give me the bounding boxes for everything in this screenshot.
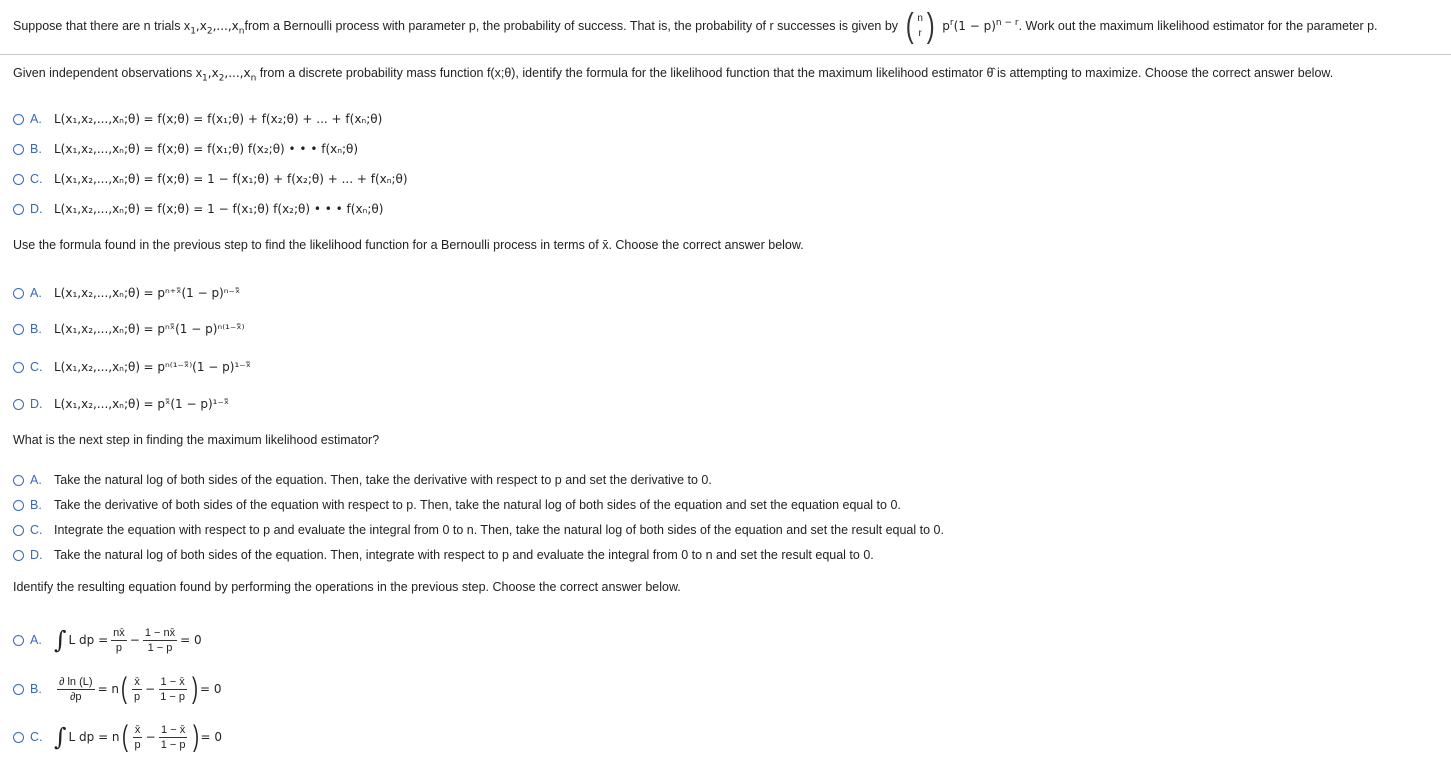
binom-bottom: r	[918, 28, 922, 39]
radio-button[interactable]	[13, 525, 24, 536]
radio-button[interactable]	[13, 475, 24, 486]
likelihood-lhs: L(x₁,x₂,...,xₙ;θ)	[54, 142, 141, 156]
likelihood-lhs: L(x₁,x₂,...,xₙ;θ)	[54, 360, 141, 374]
likelihood-lhs: L(x₁,x₂,...,xₙ;θ)	[54, 202, 141, 216]
radio-button[interactable]	[13, 174, 24, 185]
fraction: $\frac{x̄}{p}$	[134, 675, 141, 703]
option-expression: = f(x;θ) = 1 − f(x₁;θ) + f(x₂;θ) + ... + f(xₙ;θ)	[143, 172, 408, 186]
radio-button[interactable]	[13, 362, 24, 373]
q2-option-b[interactable]: B. L(x₁,x₂,...,xₙ;θ) = pⁿˣ̄(1 − p)ⁿ⁽¹⁻ˣ̄⁾	[13, 318, 245, 340]
q3-option-a[interactable]: A. Take the natural log of both sides of the equation. Then, take the derivative with respect to p and set the derivative to 0.	[13, 469, 712, 491]
option-expression: = f(x;θ) = f(x₁;θ) f(x₂;θ) • • • f(xₙ;θ)	[143, 142, 359, 156]
likelihood-lhs: L(x₁,x₂,...,xₙ;θ)	[54, 322, 141, 336]
statement-formula: $p^r(1 - p)^{n - r}$	[942, 18, 1019, 33]
option-text: Take the natural log of both sides of the equation. Then, take the derivative with respect to p and set the derivative to 0.	[54, 473, 712, 487]
statement-text-1: Suppose that there are n trials x	[13, 19, 191, 33]
fraction: $\frac{1 - x̄}{1 - p}$	[160, 723, 186, 751]
radio-button[interactable]	[13, 635, 24, 646]
radio-button[interactable]	[13, 288, 24, 299]
radio-button[interactable]	[13, 550, 24, 561]
problem-statement	[13, 7, 1378, 45]
q4-option-b[interactable]: B. $\frac{\partial \ln (L)}{\partial p}$ = n ( $\frac{x̄}{p}$ − $\frac{1 - x̄}{1 - p}$ ) = 0	[13, 674, 222, 704]
question-2-prompt: Use the formula found in the previous step to find the likelihood function for a Bernoulli process in terms of x̄. Choose the correct answer below.	[13, 238, 804, 252]
option-expression: = pⁿ⁽¹⁻ˣ̄⁾(1 − p)¹⁻ˣ̄	[143, 360, 251, 374]
radio-button[interactable]	[13, 114, 24, 125]
q1-option-d[interactable]: D. L(x₁,x₂,...,xₙ;θ) = f(x;θ) = 1 − f(x₁;θ) f(x₂;θ) • • • f(xₙ;θ)	[13, 198, 383, 220]
option-text: Take the derivative of both sides of the equation with respect to p. Then, take the natural log of both sides of the equation and set the equation equal to 0.	[54, 498, 901, 512]
integral-sign: ∫	[54, 626, 67, 654]
q2-option-c[interactable]: C. L(x₁,x₂,...,xₙ;θ) = pⁿ⁽¹⁻ˣ̄⁾(1 − p)¹⁻ˣ̄	[13, 356, 251, 378]
q4-option-a[interactable]: A. ∫ L dp = $\frac{nx̄}{p}$ − $\frac{1 - nx̄}{1 - p}$ = 0	[13, 626, 202, 654]
fraction: $\frac{1 - nx̄}{1 - p}$	[144, 626, 176, 654]
radio-button[interactable]	[13, 684, 24, 695]
q2-option-a[interactable]: A. L(x₁,x₂,...,xₙ;θ) = pⁿ⁺ˣ̄(1 − p)ⁿ⁻ˣ̄	[13, 282, 240, 304]
q1-option-b[interactable]: B. L(x₁,x₂,...,xₙ;θ) = f(x;θ) = f(x₁;θ) f(x₂;θ) • • • f(xₙ;θ)	[13, 138, 358, 160]
question-1-prompt: Given independent observations $x_1,x_2,...,x_n$ from a discrete probability mass function f(x;θ), identify the formula for the likelihood function that the maximum likelihood estimator θ̂ is attempting to maximize. Choose the correct answer below.	[13, 66, 1334, 84]
q1-option-a[interactable]: A. L(x₁,x₂,...,xₙ;θ) = f(x;θ) = f(x₁;θ) + f(x₂;θ) + ... + f(xₙ;θ)	[13, 108, 382, 130]
option-expression: = f(x;θ) = f(x₁;θ) + f(x₂;θ) + ... + f(xₙ;θ)	[143, 112, 383, 126]
radio-button[interactable]	[13, 324, 24, 335]
q3-option-c[interactable]: C. Integrate the equation with respect to p and evaluate the integral from 0 to n. Then, take the natural log of both sides of the equation and set the result equal to 0.	[13, 519, 944, 541]
likelihood-lhs: L(x₁,x₂,...,xₙ;θ)	[54, 172, 141, 186]
likelihood-lhs: L(x₁,x₂,...,xₙ;θ)	[54, 397, 141, 411]
fraction: $\frac{1 - x̄}{1 - p}$	[160, 675, 186, 703]
integral-sign: ∫	[54, 723, 67, 751]
fraction: $\frac{x̄}{p}$	[134, 723, 141, 751]
statement-text-2: from a Bernoulli process with parameter p, the probability of success. That is, the probability of r successes is given by	[244, 19, 899, 33]
option-expression: = f(x;θ) = 1 − f(x₁;θ) f(x₂;θ) • • • f(xₙ;θ)	[143, 202, 384, 216]
statement-text-3: . Work out the maximum likelihood estimator for the parameter p.	[1018, 19, 1378, 33]
binomial-coefficient: ( n r )	[905, 7, 935, 45]
option-text: Integrate the equation with respect to p and evaluate the integral from 0 to n. Then, take the natural log of both sides of the equation and set the result equal to 0.	[54, 523, 944, 537]
option-expression: = pⁿ⁺ˣ̄(1 − p)ⁿ⁻ˣ̄	[143, 286, 241, 300]
problem-statement-bar	[0, 0, 1451, 55]
question-3-prompt: What is the next step in finding the maximum likelihood estimator?	[13, 433, 380, 447]
option-expression: = pⁿˣ̄(1 − p)ⁿ⁽¹⁻ˣ̄⁾	[143, 322, 245, 336]
radio-button[interactable]	[13, 144, 24, 155]
likelihood-lhs: L(x₁,x₂,...,xₙ;θ)	[54, 286, 141, 300]
radio-button[interactable]	[13, 732, 24, 743]
q3-option-d[interactable]: D. Take the natural log of both sides of the equation. Then, integrate with respect to p and evaluate the integral from 0 to n and set the result equal to 0.	[13, 544, 874, 566]
derivative-fraction: $\frac{\partial \ln (L)}{\partial p}$	[59, 675, 93, 703]
option-text: Take the natural log of both sides of the equation. Then, integrate with respect to p and evaluate the integral from 0 to n and set the result equal to 0.	[54, 548, 874, 562]
option-expression: = pˣ̄(1 − p)¹⁻ˣ̄	[143, 397, 230, 411]
radio-button[interactable]	[13, 204, 24, 215]
radio-button[interactable]	[13, 500, 24, 511]
binom-top: n	[917, 13, 923, 24]
q1-option-c[interactable]: C. L(x₁,x₂,...,xₙ;θ) = f(x;θ) = 1 − f(x₁;θ) + f(x₂;θ) + ... + f(xₙ;θ)	[13, 168, 408, 190]
fraction: $\frac{nx̄}{p}$	[113, 626, 125, 654]
statement-sequence: $_1,x_2,...,x_n$	[190, 19, 245, 37]
q2-option-d[interactable]: D. L(x₁,x₂,...,xₙ;θ) = pˣ̄(1 − p)¹⁻ˣ̄	[13, 393, 229, 415]
question-4-prompt: Identify the resulting equation found by performing the operations in the previous step. Choose the correct answer below.	[13, 580, 681, 594]
q3-option-b[interactable]: B. Take the derivative of both sides of the equation with respect to p. Then, take the natural log of both sides of the equation and set the equation equal to 0.	[13, 494, 901, 516]
likelihood-lhs: L(x₁,x₂,...,xₙ;θ)	[54, 112, 141, 126]
q4-option-c[interactable]: C. ∫ L dp = n ( $\frac{x̄}{p}$ − $\frac{1 - x̄}{1 - p}$ ) = 0	[13, 722, 222, 752]
radio-button[interactable]	[13, 399, 24, 410]
